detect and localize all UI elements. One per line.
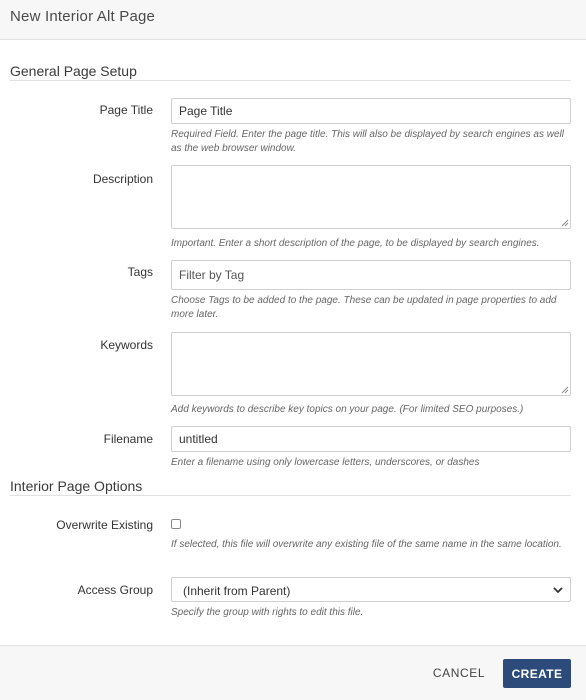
description-textarea[interactable] xyxy=(171,165,571,229)
dialog-title: New Interior Alt Page xyxy=(10,8,156,25)
dialog-header xyxy=(0,0,586,40)
section-title-interior: Interior Page Options xyxy=(10,478,143,494)
resize-handle-icon[interactable] xyxy=(561,386,569,394)
overwrite-label: Overwrite Existing xyxy=(56,518,153,532)
page-title-help: Required Field. Enter the page title. This will also be displayed by search engines as well as the web browser window. xyxy=(171,129,564,154)
keywords-label: Keywords xyxy=(100,338,153,352)
tags-filter-input[interactable] xyxy=(171,260,571,290)
tags-help: Choose Tags to be added to the page. These can be updated in page properties to add more later. xyxy=(171,295,557,320)
chevron-down-icon xyxy=(552,584,564,596)
overwrite-help: If selected, this file will overwrite any existing file of the same name in the same location. xyxy=(171,539,562,550)
access-group-select[interactable] xyxy=(171,577,571,602)
access-group-selected-value: (Inherit from Parent) xyxy=(183,584,291,598)
section-divider xyxy=(10,80,571,81)
filename-label: Filename xyxy=(103,432,153,446)
keywords-help: Add keywords to describe key topics on your page. (For limited SEO purposes.) xyxy=(171,404,524,415)
access-group-label: Access Group xyxy=(77,583,153,597)
create-button[interactable]: CREATE xyxy=(503,659,571,688)
section-title-general: General Page Setup xyxy=(10,63,137,79)
section-divider xyxy=(10,495,571,496)
cancel-button[interactable]: CANCEL xyxy=(428,658,490,688)
dialog-footer xyxy=(0,645,586,700)
overwrite-checkbox[interactable] xyxy=(171,519,181,529)
description-label: Description xyxy=(92,172,153,186)
resize-handle-icon[interactable] xyxy=(561,219,569,227)
keywords-textarea[interactable] xyxy=(171,332,571,396)
filename-input[interactable] xyxy=(171,426,571,452)
filename-help: Enter a filename using only lowercase letters, underscores, or dashes xyxy=(171,457,480,468)
description-help: Important. Enter a short description of the page, to be displayed by search engines. xyxy=(171,238,540,249)
tags-label: Tags xyxy=(127,265,153,279)
page-title-input[interactable] xyxy=(171,98,571,124)
access-group-help: Specify the group with rights to edit this file. xyxy=(171,607,364,618)
page-title-label: Page Title xyxy=(99,103,153,117)
